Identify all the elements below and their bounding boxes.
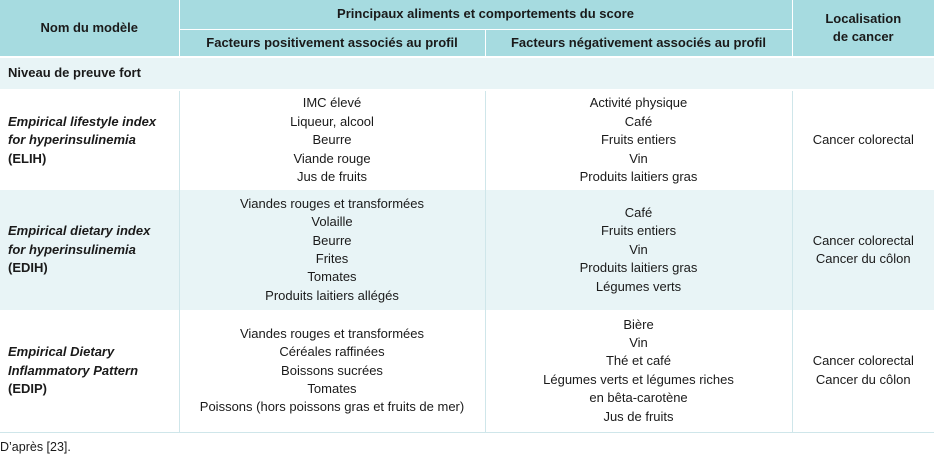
positive-factors-cell: Viandes rouges et transformées Volaille Beurre Frites Tomates Produits laitiers allégés (179, 190, 485, 310)
table-row (0, 310, 934, 432)
location-cell: Cancer colorectal Cancer du côlon (792, 190, 934, 310)
model-cell: Empirical lifestyle index for hyperinsulinemia (ELIH) (0, 90, 179, 190)
header-model: Nom du modèle (0, 0, 179, 57)
negative-factors-cell: Café Fruits entiers Vin Produits laitiers gras Légumes verts (485, 190, 792, 310)
source-note: D’après [23]. (0, 440, 71, 454)
header-location: Localisation de cancer (792, 0, 934, 57)
model-cell: Empirical dietary index for hyperinsulinemia (EDIH) (0, 190, 179, 310)
negative-factors-cell: Activité physique Café Fruits entiers Vin Produits laitiers gras (485, 90, 792, 190)
model-cell: Empirical Dietary Inflammatory Pattern (EDIP) (0, 310, 179, 432)
table-row (0, 190, 934, 310)
negative-factors-cell: Bière Vin Thé et café Légumes verts et légumes riches en bêta-carotène Jus de fruits (485, 310, 792, 432)
header-negative: Facteurs négativement associés au profil (485, 29, 792, 57)
positive-factors-cell: Viandes rouges et transformées Céréales raffinées Boissons sucrées Tomates Poissons (hors poissons gras et fruits de mer) (179, 310, 485, 432)
section-label: Niveau de preuve fort (0, 57, 934, 90)
section-row (0, 57, 934, 90)
location-cell: Cancer colorectal Cancer du côlon (792, 310, 934, 432)
header-positive: Facteurs positivement associés au profil (179, 29, 485, 57)
header-group: Principaux aliments et comportements du score (179, 0, 792, 29)
location-cell: Cancer colorectal (792, 90, 934, 190)
positive-factors-cell: IMC élevé Liqueur, alcool Beurre Viande rouge Jus de fruits (179, 90, 485, 190)
table-row (0, 90, 934, 190)
